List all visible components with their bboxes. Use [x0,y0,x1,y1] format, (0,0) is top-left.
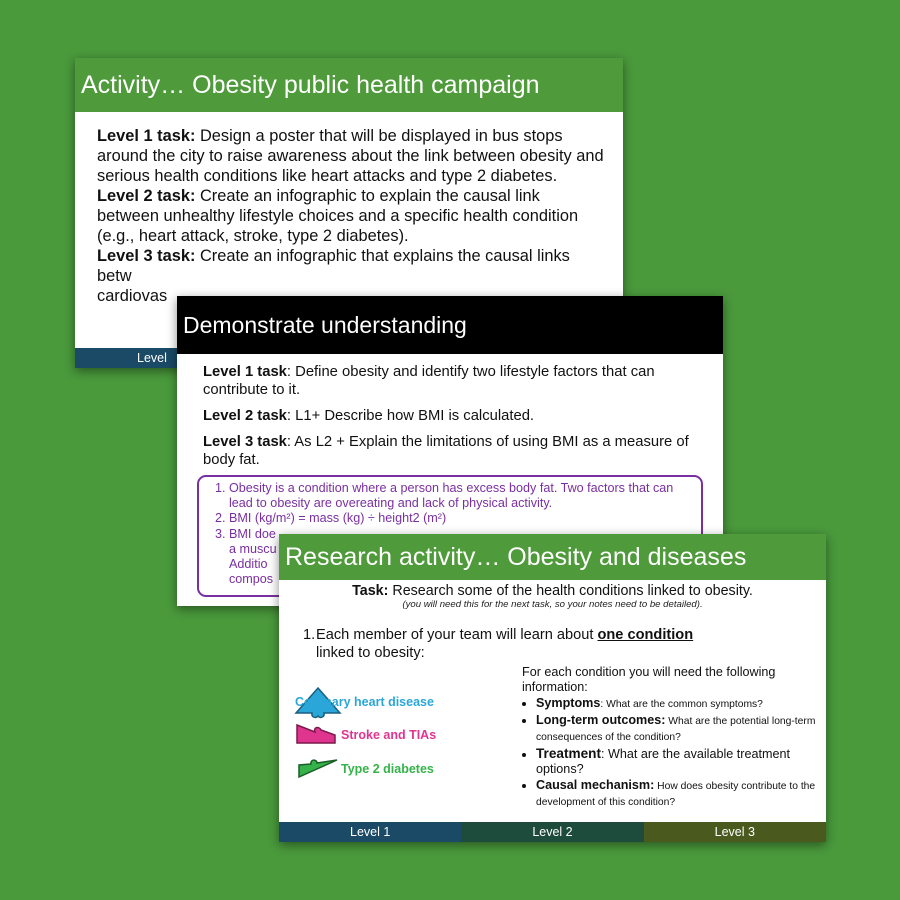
slide-footer [279,822,826,842]
puzzle-piece-icon [297,757,339,779]
info-text: : What are the common symptoms? [600,699,763,710]
info-text: : What are the available treatment options? [536,747,790,776]
level3-label: Level 3 task [203,434,287,450]
level1-text: : Define obesity and identify two lifestyle factors that can contribute to it. [203,364,655,398]
slide-body [177,354,723,469]
level1-text: Design a poster that will be displayed in bus stops around the city to raise awareness about the link between obesity and serious health conditions like heart attacks and type 2 diabetes. [97,127,604,185]
answer3-line4: compos [229,572,274,587]
slide-research-activity [279,534,826,842]
level2-text: Create an infographic to explain the causal link between unhealthy lifestyle choices and a specific health condition (e.g., heart attack, stroke, type 2 diabetes). [97,187,579,245]
info-item-symptoms [536,696,822,712]
task-text: Research some of the health conditions linked to obesity. [388,583,753,599]
slide-body [75,112,623,306]
info-item-outcomes [536,713,822,745]
condition-stroke: Stroke and TIAs [341,728,437,742]
slide-title: Activity… Obesity public health campaign [75,58,623,112]
level3-label: Level 3 task: [97,247,196,265]
puzzle-piece-icon [295,723,337,745]
point-text-before: Each member of your team will learn about [316,627,598,643]
info-label: Long-term outcomes: [536,713,666,727]
level3-text: Create an infographic that explains the causal links betw [97,247,570,285]
answer-item: 2. BMI (kg/m²) = mass (kg) ÷ height2 (m²) [229,511,691,526]
info-item-treatment [536,746,822,777]
slide-title: Demonstrate understanding [177,296,723,354]
info-label: Treatment [536,746,601,761]
task-line [279,583,826,599]
task-label: Task: [352,583,389,599]
condition-diabetes: Type 2 diabetes [341,762,434,776]
info-label: Causal mechanism: [536,778,655,792]
level2-task [203,407,707,425]
footer-level-1: Level 1 [279,822,461,842]
info-requirements [522,665,822,811]
info-text: How does obesity contribute to the development of this condition? [536,781,816,808]
info-list [522,696,822,810]
footer-level-3: Level 3 [644,822,826,842]
level1-task [203,363,707,399]
condition-coronary: Coronary heart disease [295,695,434,709]
point-emphasis: one condition [597,627,694,643]
info-label: Symptoms [536,696,601,710]
info-text: What are the potential long-term consequences of the condition? [536,716,816,743]
point-number: 1. [303,627,316,643]
level2-label: Level 2 task: [97,187,196,205]
level1-task [97,126,605,186]
task-note: (you will need this for the next task, so your notes need to be detailed). [402,599,703,610]
level1-label: Level 1 task [203,364,287,380]
answer3-line1: BMI doe [229,526,276,541]
numbered-point [303,626,773,662]
level1-label: Level 1 task: [97,127,196,145]
answer-item: 1. Obesity is a condition where a person has excess body fat. Two factors that can lead to obesity are overeating and lack of physical activity. [229,481,691,511]
answer3-line3: Additio [229,557,268,572]
point-text-after: linked to obesity: [316,645,425,661]
level3-task [203,433,707,469]
slide-title: Research activity… Obesity and diseases [279,534,826,580]
info-item-mechanism [536,778,822,810]
info-intro: For each condition you will need the following information: [522,665,776,694]
answer3-line2: a muscu [229,541,277,556]
footer-level-label: Level [137,351,167,365]
level3-text: : As L2 + Explain the limitations of using BMI as a measure of body fat. [203,434,689,468]
level2-task [97,186,605,246]
level3-text-cont: cardiovas [97,287,168,305]
level2-text: : L1+ Describe how BMI is calculated. [286,408,535,424]
point-text [316,626,773,662]
footer-level-2: Level 2 [461,822,643,842]
level2-label: Level 2 task [203,408,287,424]
